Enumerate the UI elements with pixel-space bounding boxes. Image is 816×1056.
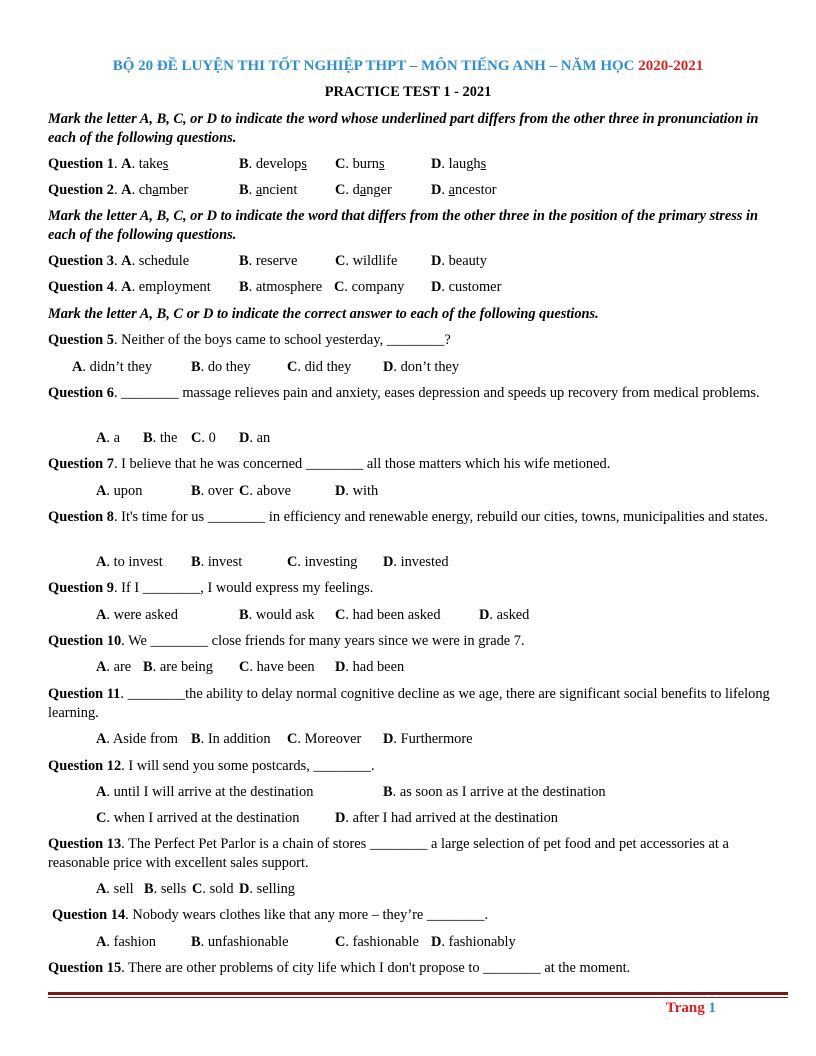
option-letter: C	[287, 359, 298, 375]
instruction-pronunciation: Mark the letter A, B, C, or D to indicate the word whose underlined part differs from the other three in pronunciation in each of the following questions.	[48, 111, 759, 146]
document-title	[0, 57, 816, 75]
option-text: sell	[113, 881, 134, 897]
question-10-options: A. are B. are being C. have been D. had been	[96, 659, 405, 675]
question-11-options: A. Aside from B. In addition C. Moreover D. Furthermore	[96, 731, 473, 747]
question-13-options: A. sell B. sells C. sold D. selling	[96, 881, 295, 897]
option-text: mber	[158, 182, 189, 198]
question-10-stem	[48, 632, 783, 651]
option-letter: B	[239, 156, 249, 172]
option-letter: C	[287, 731, 298, 747]
question-15-stem	[48, 959, 783, 978]
option-letter: A	[96, 731, 107, 747]
option-text: Furthermore	[400, 731, 473, 747]
option-letter: D	[431, 934, 442, 950]
question-text: . ________ massage relieves pain and anxiety, eases depression and speeds up recovery from medical problems.	[113, 385, 760, 401]
question-text: . There are other problems of city life which I don't propose to ________ at the moment.	[121, 960, 631, 976]
option-letter: D	[431, 182, 442, 198]
footer-divider-thin	[48, 997, 788, 998]
question-label: Question 14	[52, 907, 126, 923]
question-text: . It's time for us ________ in efficiency and renewable energy, rebuild our cities, towns, municipalities and states.	[113, 509, 769, 525]
option-letter: D	[239, 430, 250, 446]
underlined-part: a	[255, 182, 263, 198]
underlined-part: s	[379, 156, 385, 172]
option-text: develop	[255, 156, 302, 172]
option-letter: B	[144, 881, 154, 897]
option-text: sells	[160, 881, 187, 897]
question-8-options: A. to invest B. invest C. investing D. invested	[96, 554, 449, 570]
question-label: Question 9	[48, 580, 114, 596]
option-text: an	[256, 430, 271, 446]
option-text: sold	[209, 881, 234, 897]
option-letter: C	[335, 156, 346, 172]
option-text: until I will arrive at the destination	[113, 784, 314, 800]
option-letter: D	[335, 483, 346, 499]
question-text: . We ________ close friends for many years since we were in grade 7.	[121, 633, 525, 649]
test-subtitle: PRACTICE TEST 1 - 2021	[324, 84, 492, 100]
question-9-stem	[48, 579, 783, 598]
option-text: take	[138, 156, 163, 172]
question-5-stem	[48, 331, 783, 350]
question-label: Question 10	[48, 633, 122, 649]
option-letter: A	[96, 430, 107, 446]
option-text: when I arrived at the destination	[113, 810, 300, 826]
option-letter: A	[72, 359, 83, 375]
question-label: Question 15	[48, 960, 122, 976]
option-text: fashionable	[352, 934, 419, 950]
option-text: would ask	[255, 607, 315, 623]
option-letter: D	[479, 607, 490, 623]
option-letter: A	[96, 659, 107, 675]
question-label: Question 7	[48, 456, 114, 472]
question-8-stem	[48, 508, 783, 527]
option-letter: C	[239, 483, 250, 499]
option-text: the	[159, 430, 178, 446]
option-text: d	[352, 182, 360, 198]
underlined-part: a	[359, 182, 367, 198]
question-text: . Nobody wears clothes like that any more – they’re ________.	[125, 907, 489, 923]
option-letter: B	[239, 253, 249, 269]
question-label: Question 12	[48, 758, 122, 774]
option-letter: D	[383, 731, 394, 747]
question-12-options-row1: A. until I will arrive at the destination B. as soon as I arrive at the destination	[96, 784, 606, 800]
question-2: Question 2. A. chamber B. ancient C. danger D. ancestor	[48, 182, 497, 198]
option-text: are	[113, 659, 132, 675]
question-label: Question 3	[48, 253, 114, 269]
question-9-options: A. were asked B. would ask C. had been asked D. asked	[96, 607, 530, 623]
option-text: did they	[304, 359, 352, 375]
option-letter: A	[121, 156, 132, 172]
question-11-stem	[48, 685, 783, 722]
option-text: In addition	[207, 731, 271, 747]
option-letter: C	[239, 659, 250, 675]
question-label: Question 1	[48, 156, 114, 172]
option-text: ncestor	[455, 182, 497, 198]
option-letter: D	[431, 253, 442, 269]
option-letter: C	[287, 554, 298, 570]
option-text: beauty	[448, 253, 487, 269]
option-letter: C	[335, 934, 346, 950]
option-letter: A	[96, 483, 107, 499]
option-text: Moreover	[304, 731, 362, 747]
option-text: above	[256, 483, 291, 499]
option-text: investing	[304, 554, 358, 570]
option-letter: A	[96, 554, 107, 570]
option-text: with	[352, 483, 379, 499]
option-letter: A	[121, 253, 132, 269]
option-text: laugh	[448, 156, 481, 172]
option-text: a	[113, 430, 120, 446]
option-letter: C	[335, 253, 346, 269]
option-text: don’t they	[400, 359, 460, 375]
option-letter: B	[239, 279, 249, 295]
option-text: have been	[256, 659, 315, 675]
option-letter: B	[191, 934, 201, 950]
option-text: do they	[207, 359, 251, 375]
option-letter: A	[96, 784, 107, 800]
question-6-stem	[48, 384, 783, 403]
option-letter: D	[383, 554, 394, 570]
underlined-part: a	[448, 182, 455, 198]
option-letter: C	[334, 279, 345, 295]
page-label: Trang	[665, 1000, 709, 1016]
option-letter: D	[239, 881, 250, 897]
option-letter: C	[191, 430, 202, 446]
question-text: . I will send you some postcards, ________.	[121, 758, 375, 774]
option-letter: B	[143, 659, 153, 675]
option-text: customer	[448, 279, 502, 295]
question-label: Question 6	[48, 385, 114, 401]
footer-divider	[48, 992, 788, 995]
option-text: Aside from	[112, 731, 178, 747]
question-label: Question 8	[48, 509, 114, 525]
option-letter: D	[431, 156, 442, 172]
option-text: burn	[352, 156, 379, 172]
option-letter: D	[335, 810, 346, 826]
option-letter: B	[143, 430, 153, 446]
option-letter: D	[383, 359, 394, 375]
option-text: upon	[113, 483, 143, 499]
option-text: after I had arrived at the destination	[352, 810, 558, 826]
question-6-options: A. a B. the C. 0 D. an	[96, 430, 271, 446]
question-label: Question 11	[48, 686, 121, 702]
option-letter: A	[96, 934, 107, 950]
option-text: had been asked	[352, 607, 441, 623]
option-text: ncient	[262, 182, 298, 198]
option-letter: A	[121, 279, 132, 295]
question-14-options: A. fashion B. unfashionable C. fashionable D. fashionably	[96, 934, 516, 950]
option-text: asked	[496, 607, 530, 623]
question-4: Question 4. A. employment B. atmosphere C. company D. customer	[48, 279, 502, 295]
option-letter: B	[239, 182, 249, 198]
question-text: . Neither of the boys came to school yesterday, ________?	[113, 332, 451, 348]
underlined-part: s	[162, 156, 169, 172]
option-text: unfashionable	[207, 934, 289, 950]
option-text: as soon as I arrive at the destination	[399, 784, 606, 800]
option-text: schedule	[138, 253, 190, 269]
option-text: ch	[138, 182, 153, 198]
question-12-stem	[48, 757, 783, 776]
option-letter: D	[431, 279, 442, 295]
option-letter: C	[96, 810, 107, 826]
question-label: Question 4	[48, 279, 114, 295]
option-text: nger	[366, 182, 392, 198]
option-text: fashionably	[448, 934, 516, 950]
page-number-value: 1	[708, 1000, 716, 1016]
question-14-stem	[52, 906, 787, 925]
option-letter: B	[191, 554, 201, 570]
question-13-stem	[48, 835, 783, 872]
option-text: fashion	[113, 934, 156, 950]
question-label: Question 5	[48, 332, 114, 348]
option-text: atmosphere	[255, 279, 323, 295]
option-letter: B	[191, 731, 201, 747]
underlined-part: s	[480, 156, 487, 172]
question-text: . I believe that he was concerned ________ all those matters which his wife metioned.	[113, 456, 611, 472]
question-7-options: A. upon B. over C. above D. with	[96, 483, 379, 499]
question-3: Question 3. A. schedule B. reserve C. wildlife D. beauty	[48, 253, 487, 269]
title-year: 2020-2021	[638, 58, 704, 74]
question-text: . The Perfect Pet Parlor is a chain of stores ________ a large selection of pet food and pet accessories at a reasonable price with excellent sales support.	[48, 836, 729, 871]
question-12-options-row2: C. when I arrived at the destination D. after I had arrived at the destination	[96, 810, 558, 826]
option-text: are being	[159, 659, 213, 675]
option-letter: B	[191, 359, 201, 375]
option-text: company	[351, 279, 405, 295]
option-letter: C	[192, 881, 203, 897]
option-letter: B	[383, 784, 393, 800]
question-text: . ________the ability to delay normal cognitive decline as we age, there are significant social benefits to lifelong learning.	[48, 686, 770, 721]
option-text: had been	[352, 659, 405, 675]
option-letter: A	[96, 607, 107, 623]
option-text: selling	[256, 881, 295, 897]
option-text: didn’t they	[89, 359, 153, 375]
option-text: wildlife	[352, 253, 398, 269]
option-text: over	[207, 483, 234, 499]
question-label: Question 13	[48, 836, 122, 852]
underlined-part: a	[152, 182, 159, 198]
option-text: 0	[208, 430, 216, 446]
option-letter: C	[335, 607, 346, 623]
page-number	[666, 1000, 716, 1017]
option-letter: B	[191, 483, 201, 499]
instruction-correct-answer: Mark the letter A, B, C or D to indicate the correct answer to each of the following questions.	[48, 306, 599, 322]
question-text: . If I ________, I would express my feelings.	[113, 580, 374, 596]
question-1: Question 1. A. takes B. develops C. burns D. laughs	[48, 156, 487, 172]
title-main: BỘ 20 ĐỀ LUYỆN THI TỐT NGHIỆP THPT – MÔN TIẾNG ANH – NĂM HỌC	[112, 58, 639, 74]
option-letter: A	[121, 182, 132, 198]
option-text: were asked	[113, 607, 178, 623]
option-text: invested	[400, 554, 449, 570]
underlined-part: s	[301, 156, 307, 172]
option-text: reserve	[255, 253, 298, 269]
option-letter: B	[239, 607, 249, 623]
option-text: employment	[138, 279, 211, 295]
question-label: Question 2	[48, 182, 114, 198]
option-letter: A	[96, 881, 107, 897]
question-7-stem	[48, 455, 783, 474]
option-text: to invest	[113, 554, 163, 570]
option-letter: C	[335, 182, 346, 198]
question-5-options: A. didn’t they B. do they C. did they D. don’t they	[72, 359, 460, 375]
option-text: invest	[207, 554, 243, 570]
instruction-stress: Mark the letter A, B, C, or D to indicate the word that differs from the other three in the position of the primary stress in each of the following questions.	[48, 208, 759, 243]
option-letter: D	[335, 659, 346, 675]
